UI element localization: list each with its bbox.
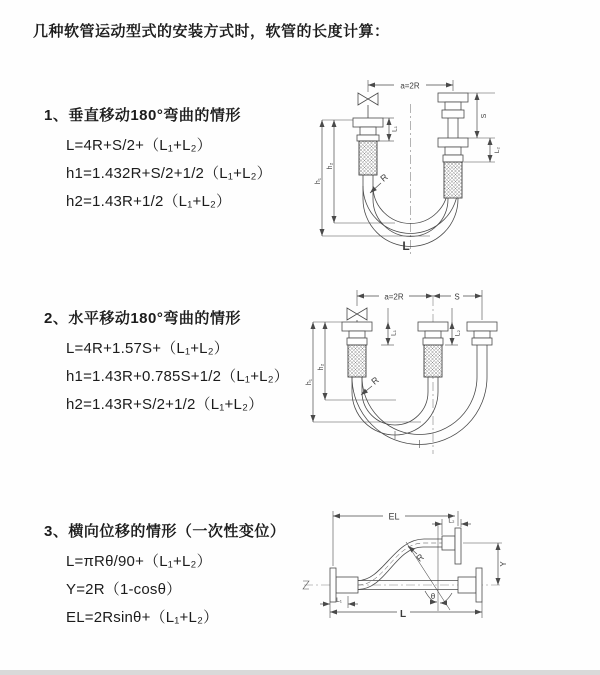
braided-hose-section xyxy=(424,345,442,377)
right-leg-fitting xyxy=(438,93,468,199)
radius-leader xyxy=(408,546,417,554)
dim-label-h2: h₂ xyxy=(318,363,325,371)
dim-label-a2r: a=2R xyxy=(384,292,404,302)
dim-label-l1: L₁ xyxy=(390,330,398,336)
left-leg-fitting xyxy=(342,322,372,392)
section-2 xyxy=(44,307,289,421)
dim-label-l1: L₁ xyxy=(391,126,399,132)
diagram-1-vertical-bend xyxy=(312,66,592,261)
section-3-heading: 3、横向位移的情形（一次性变位） xyxy=(44,523,286,540)
page-title: 几种软管运动型式的安装方式时，软管的长度计算： xyxy=(33,23,390,40)
dim-label-a2r: a=2R xyxy=(400,81,420,91)
dim-label-s: S xyxy=(481,113,488,119)
section-1-formulas xyxy=(66,134,272,218)
right-flange xyxy=(458,568,482,602)
dim-label-l1: L₁ xyxy=(336,597,342,604)
section-1-heading: 1、垂直移动180°弯曲的情形 xyxy=(44,107,241,124)
dim-h1-h2 xyxy=(313,322,421,422)
diagram-2-horizontal-bend xyxy=(303,282,593,467)
dim-label-el: EL xyxy=(388,511,400,522)
section-3-formulas xyxy=(66,550,285,634)
dim-label-l2: L₂ xyxy=(454,329,462,337)
middle-leg-fitting xyxy=(418,322,448,392)
radius-leader xyxy=(370,183,381,193)
radius-line xyxy=(406,542,450,610)
dim-label-h1: h₁ xyxy=(306,378,313,386)
dim-label-theta: θ xyxy=(430,592,436,601)
formula-line: Y=2R（1-cosθ） xyxy=(66,581,182,598)
left-leg-fitting xyxy=(353,118,383,199)
angle-theta-arcs xyxy=(425,591,452,603)
braided-hose-section xyxy=(348,345,366,377)
braided-hose-section xyxy=(359,141,377,175)
section-3 xyxy=(44,520,285,634)
dim-label-l2: L₂ xyxy=(494,146,501,154)
dim-l1 xyxy=(381,308,394,345)
left-flange xyxy=(330,568,358,602)
dim-a2r-s xyxy=(357,290,482,320)
dim-label-r: R xyxy=(378,171,390,184)
formula-line: h1=1.43R+0.785S+1/2（L₁+L₂） xyxy=(66,368,289,385)
formula-line: L=4R+1.57S+（L₁+L₂） xyxy=(66,340,229,357)
dim-label-r: R xyxy=(369,374,381,387)
formula-line: L=4R+S/2+（L₁+L₂） xyxy=(66,137,212,154)
diagram-3-lateral-displacement xyxy=(298,498,600,648)
dim-label-l: L xyxy=(399,609,407,620)
hose-u-bend xyxy=(352,377,487,445)
scan-edge-artifact xyxy=(0,670,600,675)
section-2-heading: 2、水平移动180°弯曲的情形 xyxy=(44,310,241,327)
formula-line: EL=2Rsinθ+（L₁+L₂） xyxy=(66,609,219,626)
formula-line: h2=1.43R+S/2+1/2（L₁+L₂） xyxy=(66,396,264,413)
dim-label-h1: h₁ xyxy=(315,177,322,185)
formula-line: h1=1.432R+S/2+1/2（L₁+L₂） xyxy=(66,165,272,182)
dim-label-l2: L₂ xyxy=(448,517,455,525)
formula-line: L=πRθ/90+（L₁+L₂） xyxy=(66,553,212,570)
right-leg-fitting xyxy=(467,322,497,377)
top-right-flange xyxy=(442,528,461,564)
section-1 xyxy=(44,104,272,218)
valve-icon xyxy=(347,308,367,322)
hose-displaced-position xyxy=(358,539,442,590)
dim-label-h2: h₂ xyxy=(327,162,334,170)
dim-label-l: L xyxy=(402,239,410,253)
dim-label-r: R xyxy=(414,551,426,564)
formula-line: h2=1.43R+1/2（L₁+L₂） xyxy=(66,193,232,210)
valve-icon xyxy=(358,93,378,118)
dim-label-y: Y xyxy=(499,561,508,567)
dim-label-s: S xyxy=(454,292,460,302)
braided-hose-section xyxy=(444,162,462,198)
dim-s-l2 xyxy=(464,93,495,162)
section-2-formulas xyxy=(66,337,289,421)
